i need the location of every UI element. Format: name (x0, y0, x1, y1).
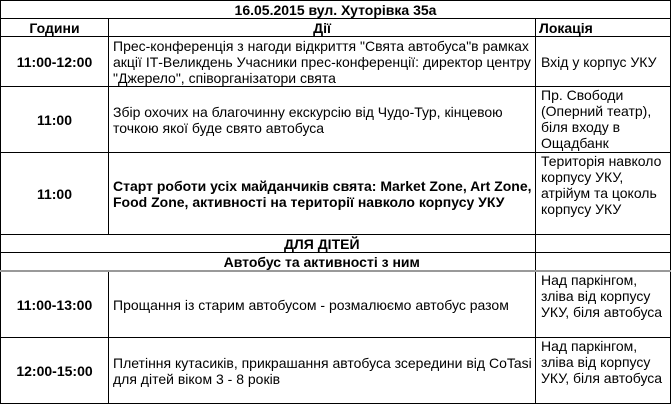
row-time: 11:00-12:00 (1, 37, 109, 87)
row-location: Територія навколо корпусу УКУ, атрійум та цоколь корпусу УКУ (536, 153, 671, 235)
title-row (1, 1, 671, 19)
header-time: Години (1, 19, 109, 37)
row-location: Пр. Свободи (Оперний театр), біля входу в Ощадбанк (536, 87, 671, 153)
subsection-title: Автобус та активності з ним (109, 253, 536, 272)
row-time: 11:00 (1, 87, 109, 153)
row-location: Над паркінгом, зліва від корпусу УКУ, біля автобуса (536, 338, 671, 404)
row-time: 12:00-15:00 (1, 338, 109, 404)
header-row (1, 19, 671, 37)
table-row (1, 271, 671, 338)
table-row (1, 37, 671, 87)
row-time: 11:00-13:00 (1, 271, 109, 338)
table-row (1, 338, 671, 404)
table-title: 16.05.2015 вул. Хуторівка 35а (1, 1, 671, 19)
row-action: Плетіння кутасиків, прикрашання автобуса зсередини від CoTasi для дітей віком 3 - 8 років (109, 338, 536, 404)
subsection-row (1, 253, 671, 272)
section-row (1, 235, 671, 253)
row-time: 11:00 (1, 153, 109, 235)
table-row (1, 87, 671, 153)
row-location: Вхід у корпус УКУ (536, 37, 671, 87)
header-actions: Дії (109, 19, 536, 37)
row-action: Старт роботи усіх майданчиків свята: Market Zone, Art Zone, Food Zone, активності на території навколо корпусу УКУ (109, 153, 536, 235)
table-row (1, 153, 671, 235)
row-action: Прощання із старим автобусом - розмалюємо автобус разом (109, 271, 536, 338)
header-location: Локація (536, 19, 671, 37)
row-action: Прес-конференція з нагоди відкриття "Свята автобуса"в рамках акції ІТ-Великдень Учасники прес-конференції: директор центру "Джерело", співорганізатори свята (109, 37, 536, 87)
row-location: Над паркінгом, зліва від корпусу УКУ, біля автобуса (536, 271, 671, 338)
section-title: ДЛЯ ДІТЕЙ (109, 235, 536, 253)
row-action: Збір охочих на благочинну екскурсію від Чудо-Тур, кінцевою точкою якої буде свято автобуса (109, 87, 536, 153)
